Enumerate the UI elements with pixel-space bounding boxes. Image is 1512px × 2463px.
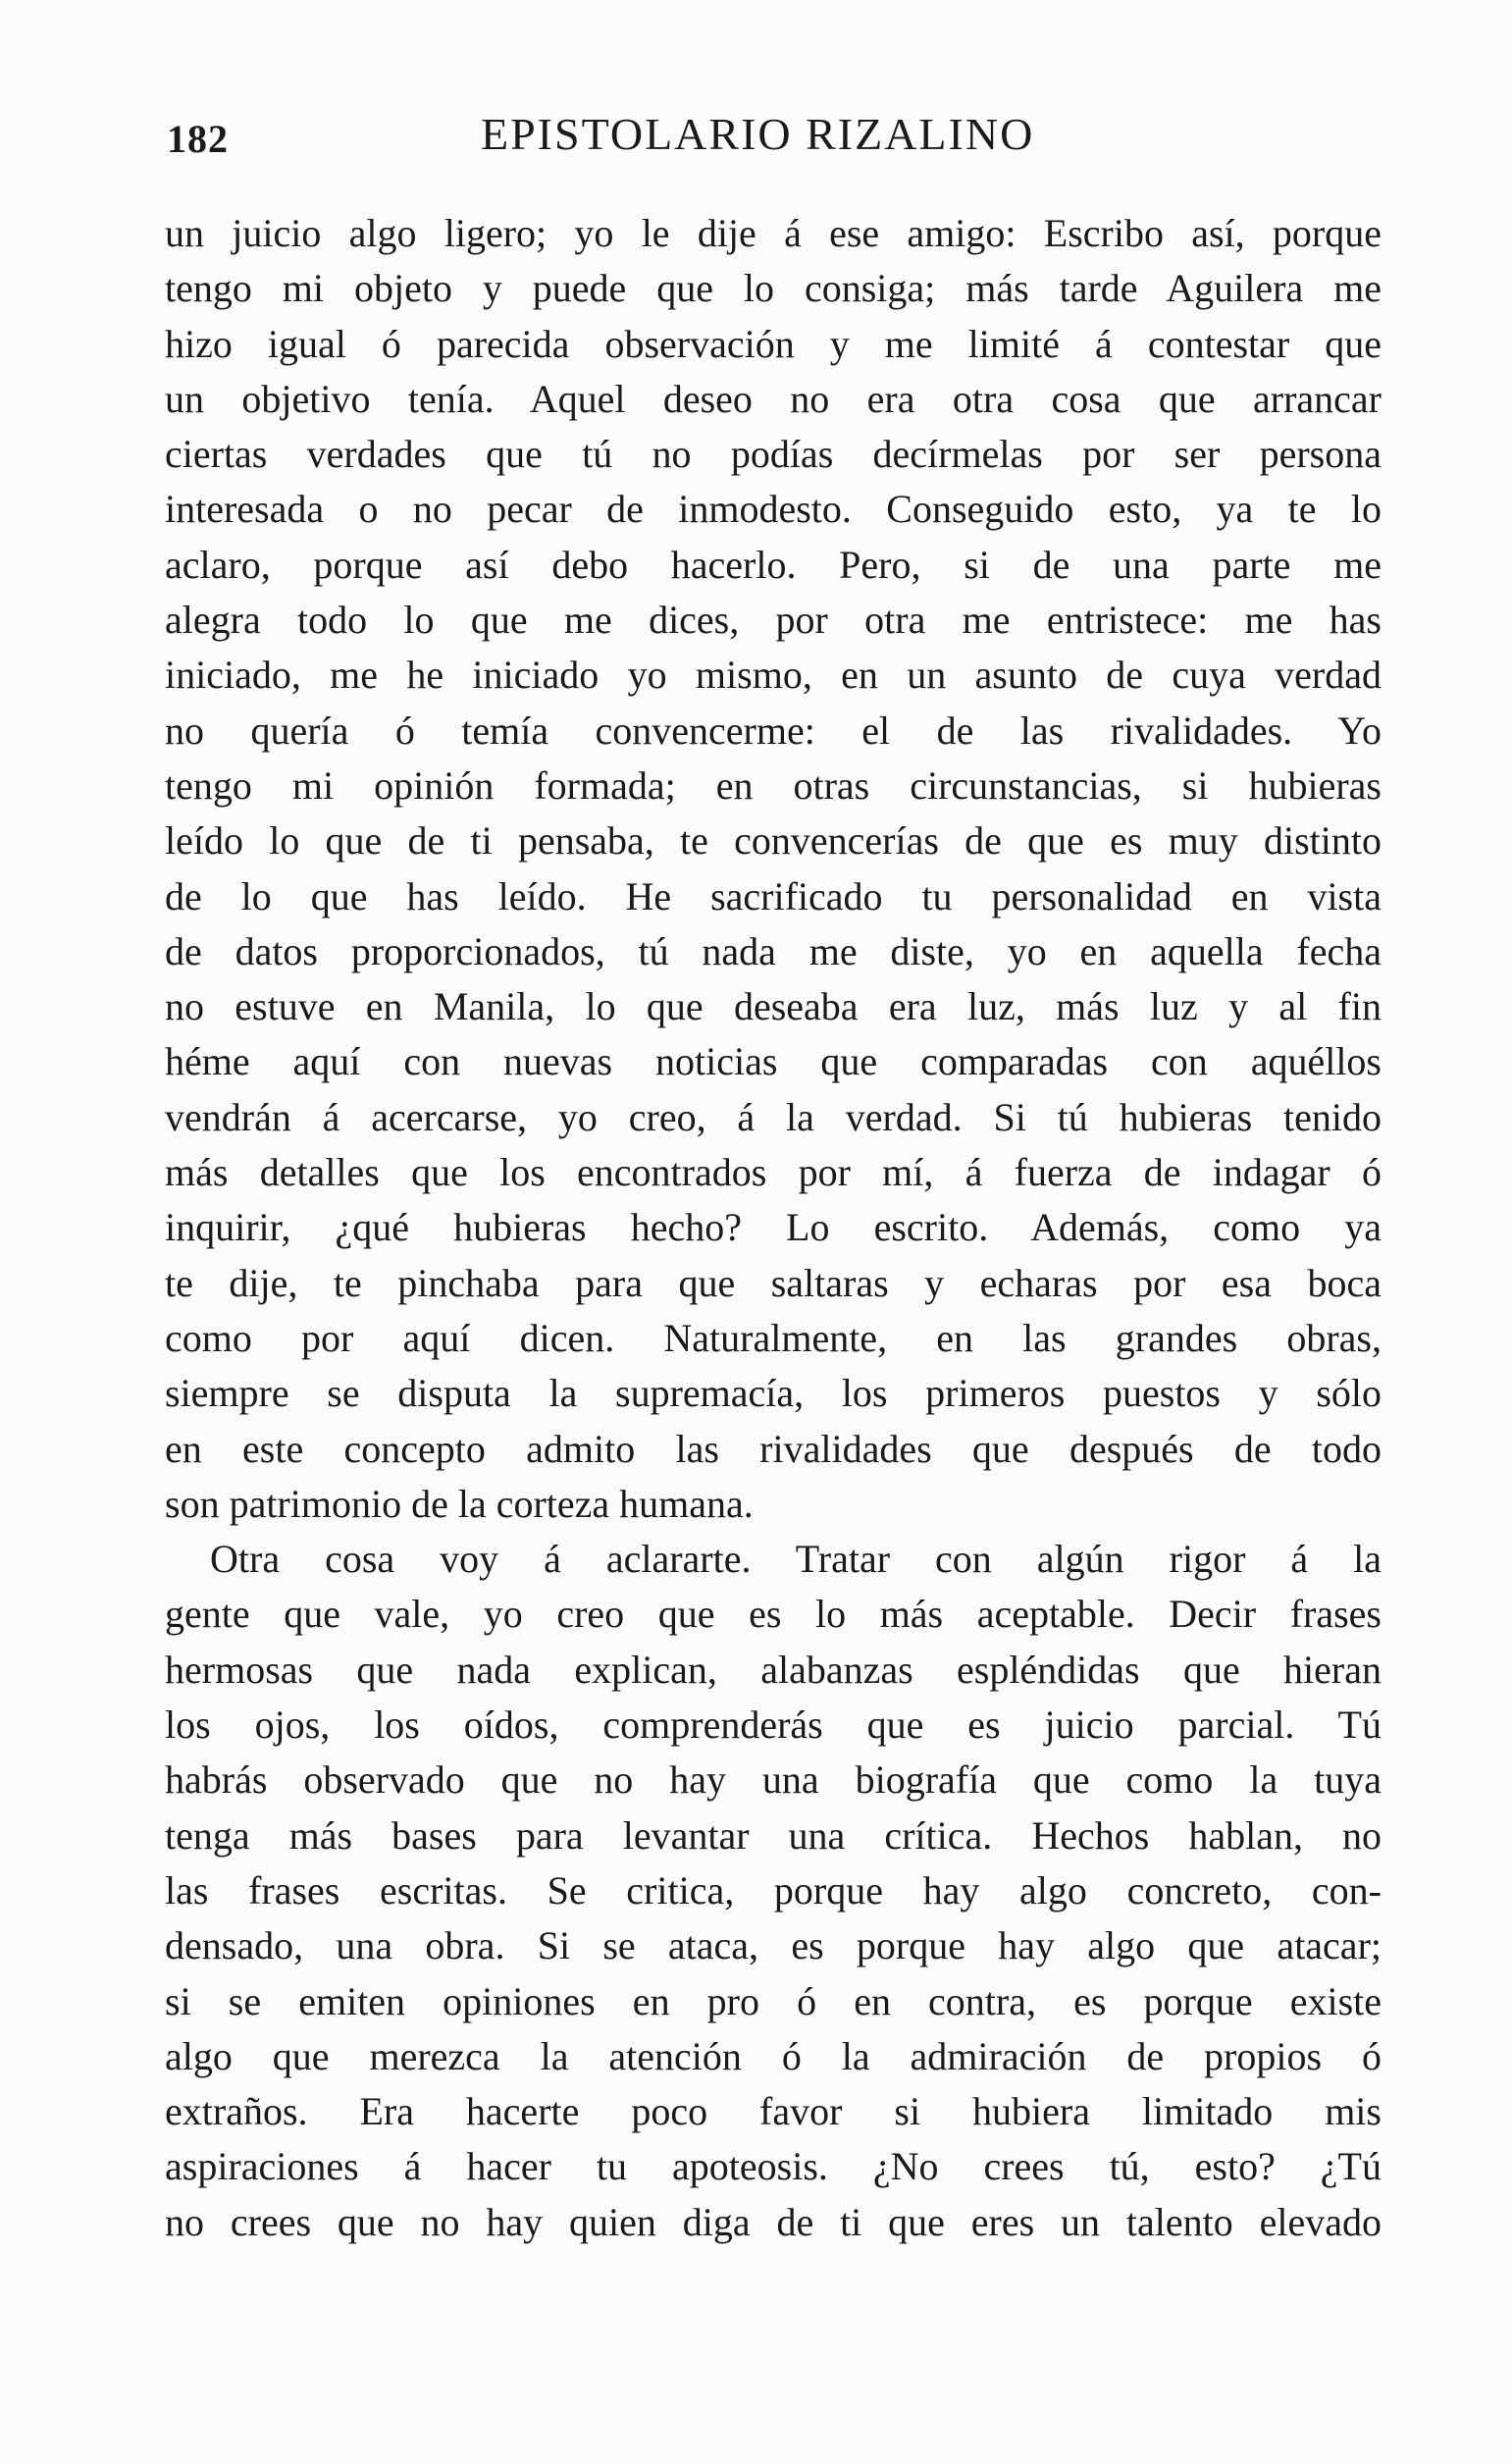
text-line: un objetivo tenía. Aquel deseo no era otra cosa que arrancar	[165, 376, 1382, 421]
text-line: te dije, te pinchaba para que saltaras y echaras por esa boca	[165, 1260, 1382, 1305]
text-line: inquirir, ¿qué hubieras hecho? Lo escrito. Además, como ya	[165, 1205, 1382, 1250]
text-line: tenga más bases para levantar una crítica. Hechos hablan, no	[165, 1812, 1382, 1858]
text-line: densado, una obra. Si se ataca, es porque hay algo que atacar;	[165, 1923, 1382, 1968]
text-line: si se emiten opiniones en pro ó en contra, es porque existe	[165, 1978, 1382, 2023]
running-title: EPISTOLARIO RIZALINO	[481, 109, 1035, 159]
text-line: héme aquí con nuevas noticias que comparadas con aquéllos	[165, 1039, 1382, 1084]
text-line: habrás observado que no hay una biografía que como la tuya	[165, 1757, 1382, 1803]
text-line: extraños. Era hacerte poco favor si hubiera limitado mis	[165, 2089, 1382, 2134]
text-line: alegra todo lo que me dices, por otra me entristece: me has	[165, 598, 1382, 643]
page-header	[167, 98, 1383, 167]
text-line: los ojos, los oídos, comprenderás que es juicio parcial. Tú	[165, 1703, 1382, 1748]
text-line: hermosas que nada explican, alabanzas espléndidas que hieran	[165, 1647, 1382, 1692]
text-line: más detalles que los encontrados por mí, á fuerza de indagar ó	[165, 1150, 1382, 1195]
text-line: de datos proporcionados, tú nada me diste, yo en aquella fecha	[165, 928, 1382, 973]
text-line: interesada o no pecar de inmodesto. Conseguido esto, ya te lo	[165, 487, 1382, 532]
paragraph-1	[165, 206, 1382, 1532]
text-line: aspiraciones á hacer tu apoteosis. ¿No crees tú, esto? ¿Tú	[165, 2144, 1382, 2189]
text-line: tengo mi opinión formada; en otras circunstancias, si hubieras	[165, 762, 1382, 808]
text-line: Otra cosa voy á aclararte. Tratar con algún rigor á la	[210, 1537, 1382, 1582]
text-line: leído lo que de ti pensaba, te convencerías de que es muy distinto	[165, 818, 1382, 864]
text-line: aclaro, porque así debo hacerlo. Pero, si de una parte me	[165, 542, 1382, 587]
text-line: no crees que no hay quien diga de ti que eres un talento elevado	[165, 2199, 1382, 2244]
text-line: gente que vale, yo creo que es lo más aceptable. Decir frases	[165, 1592, 1382, 1637]
body-text	[165, 206, 1382, 2250]
text-line: son patrimonio de la corteza humana.	[165, 1481, 754, 1526]
text-line: iniciado, me he iniciado yo mismo, en un asunto de cuya verdad	[165, 653, 1382, 698]
text-line: las frases escritas. Se critica, porque hay algo concreto, con-	[165, 1867, 1382, 1913]
text-line: como por aquí dicen. Naturalmente, en las grandes obras,	[165, 1315, 1382, 1360]
text-line: en este concepto admito las rivalidades que después de todo	[165, 1426, 1382, 1471]
text-line: no quería ó temía convencerme: el de las rivalidades. Yo	[165, 707, 1382, 753]
text-line: de lo que has leído. He sacrificado tu personalidad en vista	[165, 873, 1382, 918]
text-line: un juicio algo ligero; yo le dije á ese amigo: Escribo así, porque	[165, 211, 1382, 255]
text-line: vendrán á acercarse, yo creo, á la verdad. Si tú hubieras tenido	[165, 1094, 1382, 1139]
paragraph-2	[165, 1532, 1382, 2250]
text-line: hizo igual ó parecida observación y me limité á contestar que	[165, 321, 1382, 366]
text-line: tengo mi objeto y puede que lo consiga; más tarde Aguilera me	[165, 266, 1382, 311]
text-line: algo que merezca la atención ó la admiración de propios ó	[165, 2033, 1382, 2078]
text-line: siempre se disputa la supremacía, los primeros puestos y sólo	[165, 1371, 1382, 1416]
text-line: ciertas verdades que tú no podías decírmelas por ser persona	[165, 432, 1382, 477]
text-line: no estuve en Manila, lo que deseaba era luz, más luz y al fin	[165, 984, 1382, 1029]
page-number: 182	[167, 117, 229, 161]
